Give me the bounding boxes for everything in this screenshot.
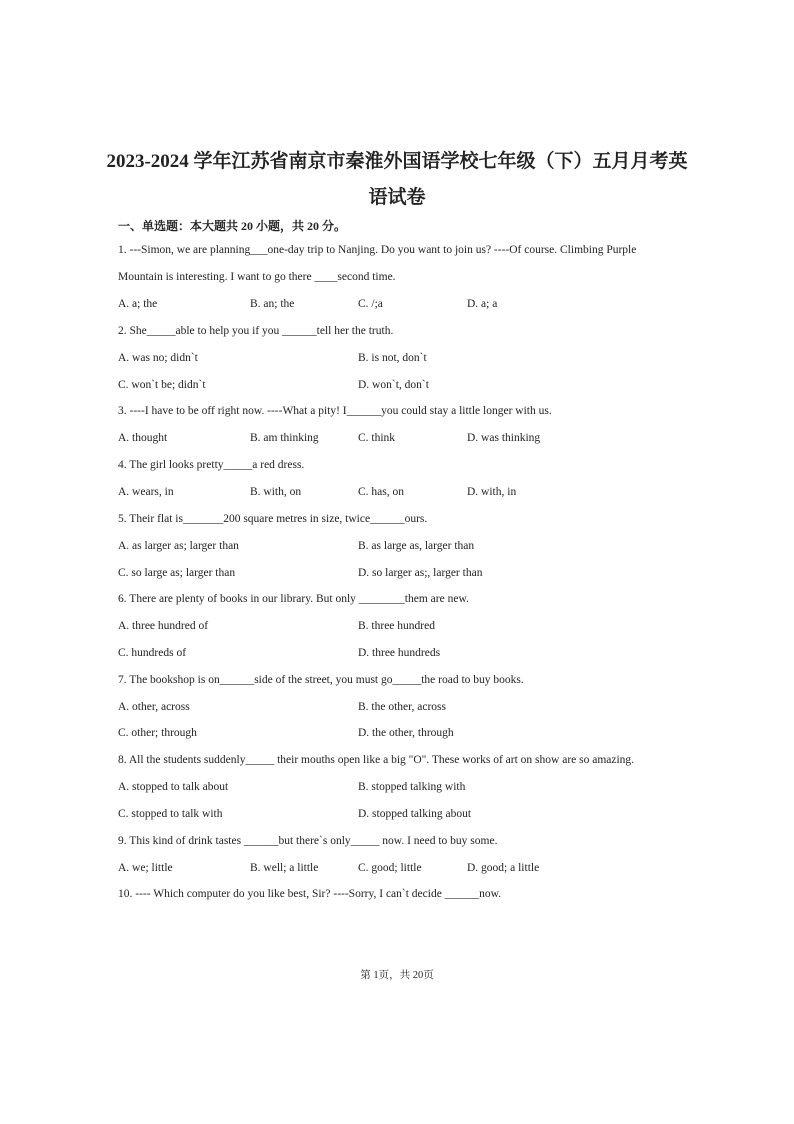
question-6-option-a: A. three hundred of [118, 620, 209, 632]
question-4-option-a: A. wears, in [118, 486, 174, 498]
document-title-line-2: 语试卷 [368, 187, 426, 208]
question-5-option-c: C. so large as; larger than [118, 567, 236, 579]
question-10-stem: 10. ---- Which computer do you like best, Sir? ----Sorry, I can`t decide ______now. [118, 888, 502, 900]
question-2-stem: 2. She_____able to help you if you ______tell her the truth. [118, 325, 394, 337]
question-2-option-d: D. won`t, don`t [358, 379, 429, 391]
page-footer: 第 1页，共 20页 [360, 970, 434, 981]
question-1-option-b: B. an; the [250, 298, 295, 310]
question-8-option-a: A. stopped to talk about [118, 781, 229, 793]
question-9-option-d: D. good; a little [467, 862, 540, 874]
question-6-option-d: D. three hundreds [358, 647, 441, 659]
question-9-option-c: C. good; little [358, 862, 422, 874]
question-8-stem: 8. All the students suddenly_____ their mouths open like a big "O". These works of art on show are so amazing. [118, 754, 635, 766]
question-6-option-c: C. hundreds of [118, 647, 187, 659]
question-1-stem-line-1: 1. ---Simon, we are planning___one-day trip to Nanjing. Do you want to join us? ----Of course. Climbing Purple [118, 244, 637, 256]
question-8-option-d: D. stopped talking about [358, 808, 472, 820]
question-6-stem: 6. There are plenty of books in our library. But only ________them are new. [118, 593, 469, 605]
question-5-option-a: A. as larger as; larger than [118, 540, 239, 552]
section-heading: 一、单选题：本大题共 20 小题，共 20 分。 [118, 219, 347, 233]
question-5-option-b: B. as large as, larger than [358, 540, 475, 552]
question-4-option-d: D. with, in [467, 486, 517, 498]
question-7-stem: 7. The bookshop is on______side of the street, you must go_____the road to buy books. [118, 674, 524, 686]
question-7-option-c: C. other; through [118, 727, 197, 739]
question-1-option-d: D. a; a [467, 298, 498, 310]
document-title-line-1: 2023-2024 学年江苏省南京市秦淮外国语学校七年级（下）五月月考英 [106, 151, 688, 172]
question-3-option-d: D. was thinking [467, 432, 541, 444]
question-4-option-c: C. has, on [358, 486, 404, 498]
question-5-option-d: D. so larger as;, larger than [358, 567, 483, 579]
question-3-option-b: B. am thinking [250, 432, 319, 444]
question-3-option-c: C. think [358, 432, 396, 444]
question-9-option-a: A. we; little [118, 862, 173, 874]
question-7-option-a: A. other, across [118, 701, 190, 713]
question-7-option-d: D. the other, through [358, 727, 454, 739]
question-6-option-b: B. three hundred [358, 620, 435, 632]
question-1-stem-line-2: Mountain is interesting. I want to go there ____second time. [118, 271, 396, 283]
question-2-option-b: B. is not, don`t [358, 352, 427, 364]
question-4-option-b: B. with, on [250, 486, 302, 498]
question-2-option-c: C. won`t be; didn`t [118, 379, 206, 391]
question-3-stem: 3. ----I have to be off right now. ----What a pity! I______you could stay a little longer with us. [118, 405, 552, 417]
question-1-option-a: A. a; the [118, 298, 158, 310]
question-5-stem: 5. Their flat is_______200 square metres in size, twice______ours. [118, 513, 428, 525]
question-1-option-c: C. /;a [358, 298, 383, 310]
question-2-option-a: A. was no; didn`t [118, 352, 198, 364]
question-4-stem: 4. The girl looks pretty_____a red dress. [118, 459, 305, 471]
question-3-option-a: A. thought [118, 432, 168, 444]
question-8-option-b: B. stopped talking with [358, 781, 466, 793]
question-9-stem: 9. This kind of drink tastes ______but there`s only_____ now. I need to buy some. [118, 835, 498, 847]
question-8-option-c: C. stopped to talk with [118, 808, 223, 820]
question-7-option-b: B. the other, across [358, 701, 447, 713]
question-9-option-b: B. well; a little [250, 862, 319, 874]
